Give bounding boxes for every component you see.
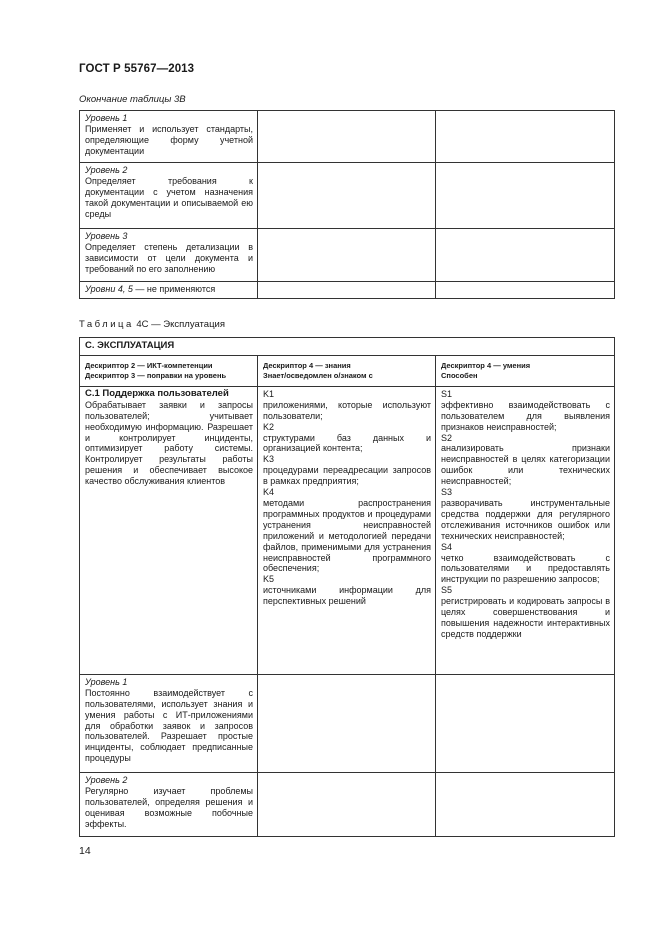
skill-code: S4 (441, 541, 453, 552)
skill-code: S1 (441, 388, 453, 399)
knowledge-code: K1 (263, 388, 275, 399)
page-number: 14 (79, 845, 91, 857)
level-text: Постоянно взаимодействует с пользователями, использует знания и умения работы с ИТ-приложениями для обработки заявок и запросов пользователей. Разрешает простые инциденты, соблюдает предписанные процедуры (85, 687, 253, 764)
level-cell (80, 111, 258, 163)
empty-cell (436, 163, 615, 229)
skill-code: S3 (441, 487, 453, 498)
knowledge-code: K4 (263, 487, 275, 498)
table-row (80, 163, 615, 229)
table-word: Таблица (79, 319, 134, 330)
empty-cell (436, 282, 615, 299)
level-title: Уровень 2 (85, 774, 128, 785)
empty-cell (258, 282, 436, 299)
level-cell (80, 282, 258, 299)
knowledge-code: K3 (263, 454, 275, 465)
table-3b (79, 110, 615, 299)
level-text: Определяет степень детализации в зависимости от цели документа и требований по его заполнению (85, 241, 253, 274)
skill-text: анализировать признаки неисправностей в целях категоризации ошибок или технических неисправностей; (441, 443, 610, 487)
header-line: Дескриптор 3 — поправки на уровень (85, 370, 227, 380)
skill-text: четко взаимодействовать с пользователями и предоставлять инструкции по разрешению запросов; (441, 552, 610, 585)
column-header (258, 355, 436, 386)
skills-cell (436, 386, 615, 674)
skill-code: S2 (441, 432, 453, 443)
header-line: Дескриптор 4 — умения (441, 360, 531, 370)
standard-header: ГОСТ Р 55767—2013 (79, 63, 195, 75)
section-title: С. ЭКСПЛУАТАЦИЯ (80, 338, 615, 356)
empty-cell (258, 229, 436, 282)
knowledge-code: K5 (263, 574, 275, 585)
table-title: 4С — Эксплуатация (133, 319, 225, 330)
empty-cell (258, 111, 436, 163)
empty-cell (258, 163, 436, 229)
knowledge-text: источниками информации для перспективных решений (263, 585, 431, 607)
level-title: Уровни 4, 5 (85, 284, 133, 294)
knowledge-code: K2 (263, 421, 275, 432)
skill-code: S5 (441, 585, 453, 596)
table-row (80, 386, 615, 674)
level-cell (80, 229, 258, 282)
level-cell (80, 674, 258, 772)
table-4c (79, 337, 615, 837)
header-line: Знает/осведомлен о/знаком с (263, 370, 373, 380)
table-row (80, 229, 615, 282)
section-row (80, 338, 615, 356)
level-text: — не применяются (132, 284, 216, 294)
table-row (80, 772, 615, 836)
knowledge-text: процедурами переадресации запросов в рамках предприятия; (263, 465, 431, 487)
table-row (80, 111, 615, 163)
level-title: Уровень 2 (85, 165, 128, 175)
competence-title: С.1 Поддержка пользователей (85, 387, 229, 399)
knowledge-text: методами распространения программных продуктов и процедурами устранения неисправностей приложений и методологией передачи файлов, применимыми для устранения неисправностей программного обеспечения; (263, 497, 431, 574)
level-text: Определяет требования к документации с учетом назначения такой документации и описываемой ею среды (85, 175, 253, 219)
empty-cell (258, 674, 436, 772)
column-header (80, 355, 258, 386)
knowledge-cell (258, 386, 436, 674)
header-line: Дескриптор 2 — ИКТ-компетенции (85, 360, 213, 370)
empty-cell (436, 229, 615, 282)
table-3b-caption: Окончание таблицы 3В (79, 94, 186, 105)
knowledge-text: структурами баз данных и организацией контента; (263, 432, 431, 454)
skill-text: разворачивать инструментальные средства поддержки для регулярного отслеживания источников ошибок или технических неисправностей; (441, 497, 610, 541)
level-title: Уровень 1 (85, 113, 128, 123)
column-header (436, 355, 615, 386)
empty-cell (436, 674, 615, 772)
empty-cell (436, 772, 615, 836)
level-text: Регулярно изучает проблемы пользователей, определяя решения и оценивая возможные побочные эффекты. (85, 785, 253, 829)
empty-cell (258, 772, 436, 836)
level-text: Применяет и использует стандарты, определяющие форму учетной документации (85, 123, 253, 156)
empty-cell (436, 111, 615, 163)
table-4c-caption (79, 319, 225, 330)
competence-cell (80, 386, 258, 674)
table-row (80, 282, 615, 299)
competence-description: Обрабатывает заявки и запросы пользователей; учитывает необходимую информацию. Разрешает и контролирует инциденты, оптимизирует работу системы. Контролирует результаты работы решения и обеспечивает высокое качество обслуживания клиентов (85, 399, 253, 487)
skill-text: эффективно взаимодействовать с пользователем для выявления признаков неисправностей; (441, 399, 610, 432)
level-title: Уровень 1 (85, 676, 128, 687)
table-row (80, 674, 615, 772)
header-line: Способен (441, 370, 478, 380)
skill-text: регистрировать и кодировать запросы в целях совершенствования и повышения надежности интерактивных средств поддержки (441, 596, 610, 639)
level-cell (80, 163, 258, 229)
level-cell (80, 772, 258, 836)
level-title: Уровень 3 (85, 231, 128, 241)
knowledge-text: приложениями, которые используют пользователи; (263, 399, 431, 421)
header-row (80, 355, 615, 386)
header-line: Дескриптор 4 — знания (263, 360, 351, 370)
